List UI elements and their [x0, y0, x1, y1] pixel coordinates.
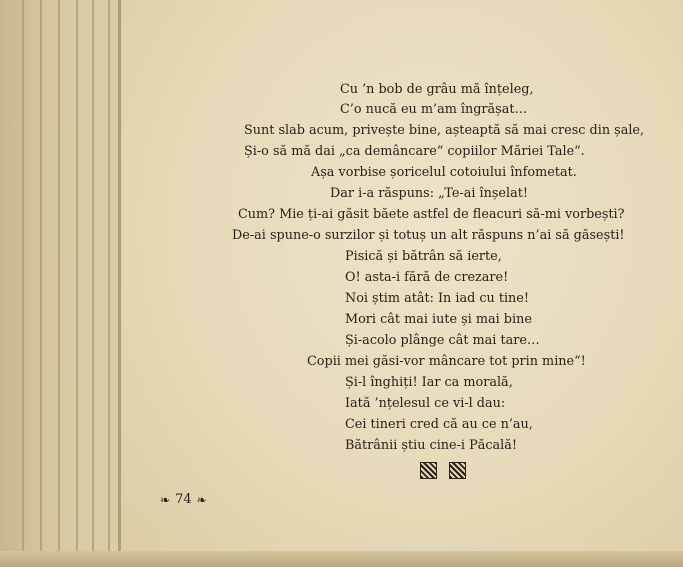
poem-line: Bătrânii știu cine-i Păcală! — [345, 438, 517, 453]
page-edges — [0, 0, 130, 567]
poem-line: Noi știm atât: In iad cu tine! — [345, 291, 530, 306]
poem-line: Copii mei găsi-vor mâncare tot prin mine“! — [307, 354, 586, 369]
poem-line: Cu ’n bob de grâu mă înțeleg, — [340, 82, 534, 97]
bottom-page-edge — [0, 551, 683, 567]
ornament-block — [420, 462, 437, 479]
ornament-block — [449, 462, 466, 479]
page-edge-line — [108, 0, 110, 567]
page-edge-line — [118, 0, 121, 567]
poem-line: Și-o să mă dai „ca demâncare“ copiilor Măriei Tale“. — [244, 144, 585, 159]
page-number: 74 — [175, 492, 192, 507]
poem-line: Mori cât mai iute și mai bine — [345, 312, 532, 327]
poem-line: Iată ’nțelesul ce vi-l dau: — [345, 396, 506, 411]
poem-line: Așa vorbise șoricelul cotoiului înfometat. — [311, 165, 577, 180]
flourish-icon: ❧ — [160, 492, 171, 507]
page-edge-line — [76, 0, 78, 567]
page-edge-line — [22, 0, 24, 567]
poem-line: Pisică și bătrân să ierte, — [345, 249, 502, 264]
page-edge-line — [58, 0, 60, 567]
poem-line: Sunt slab acum, privește bine, așteaptă să mai cresc din șale, — [244, 123, 645, 138]
page-edge-line — [92, 0, 94, 567]
poem-line: De-ai spune-o surzilor și totuș un alt răspuns n’ai să găsești! — [232, 228, 625, 243]
poem-line: Cum? Mie ți-ai găsit băete astfel de fleacuri să-mi vorbești? — [238, 207, 625, 222]
end-ornament — [420, 462, 466, 479]
poem-line: C’o nucă eu m’am îngrășat… — [340, 102, 528, 117]
page-number-area — [160, 492, 207, 507]
poem-line: Și-acolo plânge cât mai tare… — [345, 333, 540, 348]
poem-line: Cei tineri cred că au ce n’au, — [345, 417, 533, 432]
poem-line: Și-l înghiți! Iar ca morală, — [345, 375, 513, 390]
poem-line: O! asta-i fără de crezare! — [345, 270, 509, 285]
poem-line: Dar i-a răspuns: „Te-ai înșelat! — [330, 186, 529, 201]
flourish-icon: ❧ — [196, 492, 207, 507]
page-edge-line — [40, 0, 42, 567]
